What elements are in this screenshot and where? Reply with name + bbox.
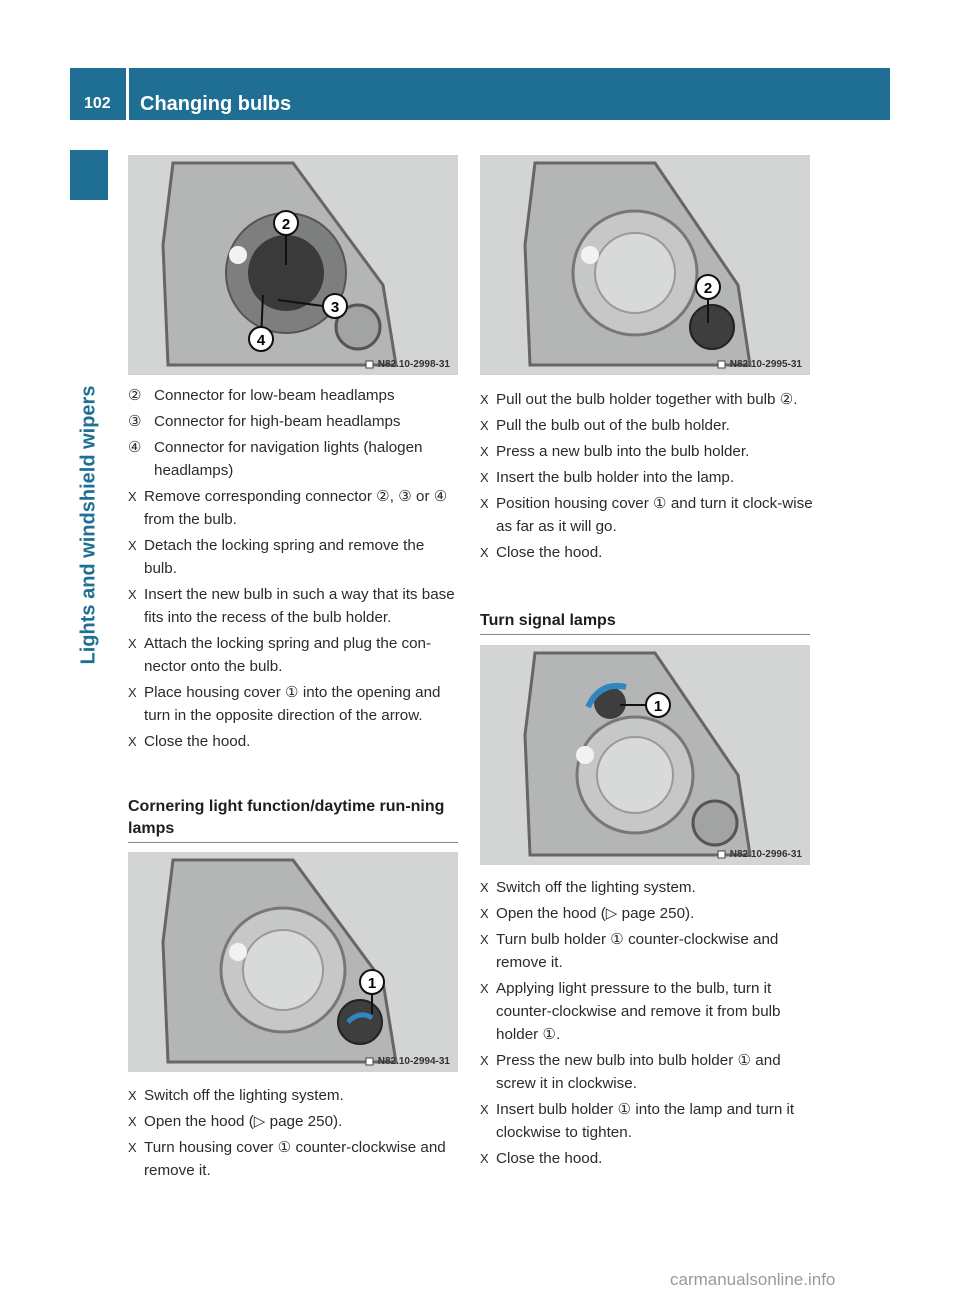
callout-label: 1 bbox=[653, 698, 663, 715]
legend-item bbox=[128, 410, 458, 433]
step-item bbox=[480, 492, 815, 538]
figure-turn-signal-holder bbox=[480, 645, 810, 865]
step-marker: X bbox=[480, 906, 489, 921]
step-marker: X bbox=[480, 545, 489, 560]
step-text: Pull out the bulb holder together with bulb ②. bbox=[496, 391, 798, 408]
step-text: Close the hood. bbox=[496, 1150, 603, 1167]
step-marker: X bbox=[128, 1088, 137, 1103]
figure-headlamp-connectors bbox=[128, 155, 458, 375]
step-item bbox=[128, 534, 458, 580]
step-text: Press a new bulb into the bulb holder. bbox=[496, 443, 750, 460]
step-item bbox=[480, 388, 815, 411]
step-text: Turn bulb holder ① counter-clockwise and remove it. bbox=[496, 931, 779, 971]
step-text: Close the hood. bbox=[144, 733, 251, 750]
figure-code: N82.10-2994-31 bbox=[377, 1056, 450, 1067]
legend-number: ② bbox=[128, 387, 142, 404]
callout-label: 2 bbox=[281, 216, 291, 233]
step-item bbox=[480, 977, 815, 1046]
right-steps-block-2 bbox=[480, 876, 815, 1173]
step-marker: X bbox=[128, 685, 137, 700]
step-item bbox=[128, 485, 458, 531]
side-section-title: Lights and windshield wipers bbox=[77, 385, 100, 665]
step-marker: X bbox=[128, 636, 137, 651]
step-text: Attach the locking spring and plug the con-nector onto the bulb. bbox=[144, 635, 432, 675]
step-item bbox=[480, 876, 815, 899]
step-item bbox=[480, 414, 815, 437]
step-text: Remove corresponding connector ②, ③ or ④ from the bulb. bbox=[144, 488, 448, 528]
figure-code: N82.10-2996-31 bbox=[729, 849, 802, 860]
step-text: Turn housing cover ① counter-clockwise and remove it. bbox=[144, 1139, 446, 1179]
legend-item bbox=[128, 436, 458, 482]
step-item bbox=[128, 1136, 458, 1182]
step-item bbox=[480, 1098, 815, 1144]
legend-number: ④ bbox=[128, 439, 142, 456]
figure-code: N82.10-2998-31 bbox=[377, 359, 450, 370]
legend-text: Connector for low-beam headlamps bbox=[154, 387, 395, 404]
step-item bbox=[480, 902, 815, 925]
heading-rule bbox=[128, 842, 458, 843]
legend-number: ③ bbox=[128, 413, 142, 430]
step-marker: X bbox=[480, 1102, 489, 1117]
step-text: Insert the bulb holder into the lamp. bbox=[496, 469, 735, 486]
callout-label: 1 bbox=[367, 975, 377, 992]
callout-label: 4 bbox=[256, 332, 266, 349]
callout-label: 3 bbox=[330, 299, 340, 316]
step-marker: X bbox=[480, 496, 489, 511]
step-marker: X bbox=[480, 1053, 489, 1068]
step-text: Open the hood (▷ page 250). bbox=[496, 905, 695, 922]
step-marker: X bbox=[128, 734, 137, 749]
step-text: Applying light pressure to the bulb, turn it counter-clockwise and remove it from bulb holder ①. bbox=[496, 980, 781, 1043]
step-marker: X bbox=[128, 587, 137, 602]
step-marker: X bbox=[480, 444, 489, 459]
step-item bbox=[128, 632, 458, 678]
legend-text: Connector for high-beam headlamps bbox=[154, 413, 401, 430]
step-text: Place housing cover ① into the opening and turn in the opposite direction of the arrow. bbox=[144, 684, 441, 724]
section-heading: Cornering light function/daytime run-ning lamps bbox=[128, 798, 445, 837]
left-steps-block bbox=[128, 1084, 458, 1185]
left-text-block bbox=[128, 384, 458, 756]
header-divider bbox=[126, 68, 129, 120]
step-text: Insert bulb holder ① into the lamp and turn it clockwise to tighten. bbox=[496, 1101, 795, 1141]
step-item bbox=[480, 440, 815, 463]
step-text: Detach the locking spring and remove the bulb. bbox=[144, 537, 425, 577]
step-text: Pull the bulb out of the bulb holder. bbox=[496, 417, 730, 434]
page-number: 102 bbox=[84, 95, 111, 112]
step-text: Open the hood (▷ page 250). bbox=[144, 1113, 343, 1130]
chapter-title: Changing bulbs bbox=[140, 93, 292, 115]
legend-text: Connector for navigation lights (halogen headlamps) bbox=[154, 439, 423, 479]
figure-cornering-light-cover bbox=[128, 852, 458, 1072]
legend-item bbox=[128, 384, 458, 407]
step-item bbox=[128, 730, 458, 753]
step-marker: X bbox=[480, 470, 489, 485]
step-text: Switch off the lighting system. bbox=[144, 1087, 344, 1104]
step-text: Press the new bulb into bulb holder ① and screw it in clockwise. bbox=[496, 1052, 781, 1092]
step-item bbox=[128, 1084, 458, 1107]
step-item bbox=[480, 1147, 815, 1170]
step-marker: X bbox=[480, 392, 489, 407]
watermark: carmanualsonline.info bbox=[670, 1270, 836, 1289]
step-marker: X bbox=[480, 418, 489, 433]
step-text: Insert the new bulb in such a way that its base fits into the recess of the bulb holder. bbox=[144, 586, 455, 626]
side-tab-marker bbox=[70, 150, 108, 200]
step-item bbox=[480, 1049, 815, 1095]
step-marker: X bbox=[128, 489, 137, 504]
callout-label: 2 bbox=[703, 280, 713, 297]
step-item bbox=[128, 681, 458, 727]
step-marker: X bbox=[480, 932, 489, 947]
step-item bbox=[480, 541, 815, 564]
step-item bbox=[480, 928, 815, 974]
step-marker: X bbox=[128, 1140, 137, 1155]
heading-rule bbox=[480, 634, 810, 635]
step-marker: X bbox=[480, 981, 489, 996]
step-marker: X bbox=[480, 1151, 489, 1166]
step-marker: X bbox=[480, 880, 489, 895]
step-item bbox=[128, 1110, 458, 1133]
section-heading: Turn signal lamps bbox=[480, 612, 616, 629]
step-text: Position housing cover ① and turn it clock-wise as far as it will go. bbox=[496, 495, 813, 535]
step-item bbox=[480, 466, 815, 489]
figure-bulb-holder-removal bbox=[480, 155, 810, 375]
step-text: Switch off the lighting system. bbox=[496, 879, 696, 896]
step-marker: X bbox=[128, 1114, 137, 1129]
step-text: Close the hood. bbox=[496, 544, 603, 561]
step-item bbox=[128, 583, 458, 629]
figure-code: N82.10-2995-31 bbox=[729, 359, 802, 370]
right-steps-block bbox=[480, 388, 815, 567]
step-marker: X bbox=[128, 538, 137, 553]
